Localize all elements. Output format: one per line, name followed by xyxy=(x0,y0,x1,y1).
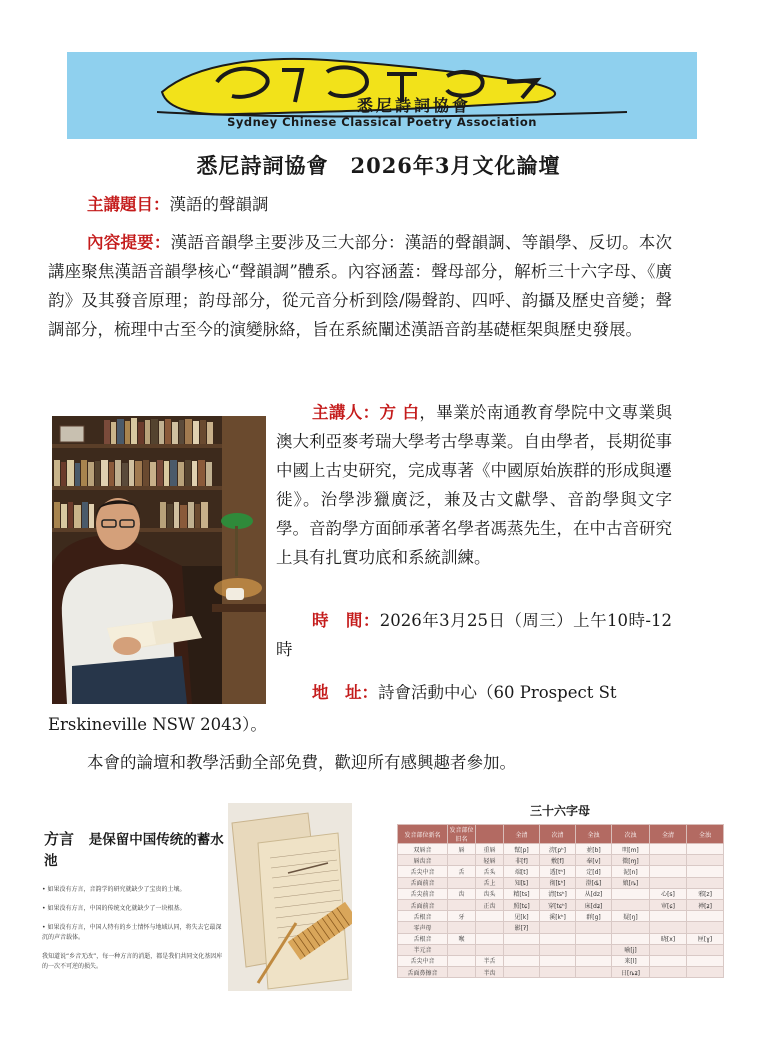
table-cell: 幫[p] xyxy=(504,844,540,855)
content-summary xyxy=(48,228,672,344)
table-cell: 轻唇 xyxy=(476,855,504,866)
table-cell: 知[ȶ] xyxy=(504,877,540,888)
table-cell: 舌尖中音 xyxy=(398,866,448,877)
table-row xyxy=(398,877,724,888)
table-cell xyxy=(448,877,476,888)
table-cell xyxy=(448,899,476,910)
table-cell: 零声母 xyxy=(398,922,448,933)
table-header-cell: 次浊 xyxy=(612,825,650,844)
table-header-cell: 发音部位旧名 xyxy=(448,825,476,844)
table-cell xyxy=(687,911,724,922)
table-cell xyxy=(687,877,724,888)
table-header-cell: 发音部位新名 xyxy=(398,825,448,844)
table-cell xyxy=(576,922,612,933)
table-row xyxy=(398,944,724,955)
banner-english-name: Sydney Chinese Classical Poetry Association xyxy=(227,115,537,129)
table-cell xyxy=(650,911,687,922)
table-header-cell: 全清 xyxy=(504,825,540,844)
initials-table xyxy=(397,824,724,978)
table-cell xyxy=(687,967,724,978)
table-cell: 奉[v] xyxy=(576,855,612,866)
table-cell xyxy=(540,955,576,966)
table-cell: 半元音 xyxy=(398,944,448,955)
table-cell xyxy=(650,866,687,877)
table-cell: 齿 xyxy=(448,888,476,899)
table-cell: 娘[ȵ] xyxy=(612,877,650,888)
table-cell: 齿头 xyxy=(476,888,504,899)
table-cell: 舌 xyxy=(448,866,476,877)
speaker-photo xyxy=(52,416,266,704)
table-cell: 舌上 xyxy=(476,877,504,888)
address-line1: 詩會活動中心（60 Prospect St xyxy=(378,683,617,702)
table-cell xyxy=(650,944,687,955)
table-cell: 床[dʑ] xyxy=(576,899,612,910)
table-cell: 舌尖前音 xyxy=(398,888,448,899)
table-cell xyxy=(612,888,650,899)
table-cell: 重唇 xyxy=(476,844,504,855)
table-cell xyxy=(687,922,724,933)
dialect-note: 我知道说“乡音无改”，每一种方言的消逝，都是我们共同文化基因库的一次不可逆的损失。 xyxy=(42,953,223,970)
table-cell xyxy=(687,944,724,955)
table-cell xyxy=(504,944,540,955)
table-cell: 半齿 xyxy=(476,967,504,978)
table-cell xyxy=(476,922,504,933)
table-cell: 滂[pʰ] xyxy=(540,844,576,855)
table-cell xyxy=(650,877,687,888)
table-cell: 心[s] xyxy=(650,888,687,899)
table-cell xyxy=(448,855,476,866)
table-cell xyxy=(448,967,476,978)
table-cell xyxy=(687,955,724,966)
content-text: 漢語音韻學主要涉及三大部分：漢語的聲韻調、等韻學、反切。本次講座聚焦漢語音韻學核心“聲韻調”體系。內容涵蓋：聲母部分，解析三十六字母、《廣韵》及其發音原理；韵母部分，從元音分析到陰/陽聲韵、四呼、韵攝及歷史音變；聲調部分，梳理中古至今的演變脉絡，旨在系統闡述漢語音韵基礎框架與歷史發展。 xyxy=(48,233,673,339)
topic-text: 漢語的聲韻調 xyxy=(169,195,269,214)
table-cell xyxy=(540,967,576,978)
table-cell: 牙 xyxy=(448,911,476,922)
table-header-row xyxy=(398,825,724,844)
table-cell: 喉 xyxy=(448,933,476,944)
table-cell: 见[k] xyxy=(504,911,540,922)
table-row xyxy=(398,866,724,877)
table-cell xyxy=(612,933,650,944)
table-cell: 晓[x] xyxy=(650,933,687,944)
table-cell: 舌根音 xyxy=(398,911,448,922)
table-cell xyxy=(448,944,476,955)
table-cell xyxy=(576,967,612,978)
table-row xyxy=(398,955,724,966)
content-label: 內容提要： xyxy=(87,233,171,252)
table-cell: 穿[tɕʰ] xyxy=(540,899,576,910)
event-time xyxy=(276,606,672,664)
table-row xyxy=(398,967,724,978)
table-cell: 舌头 xyxy=(476,866,504,877)
table-cell: 澄[ȡ] xyxy=(576,877,612,888)
table-cell xyxy=(576,933,612,944)
table-row xyxy=(398,855,724,866)
table-cell: 来[l] xyxy=(612,955,650,966)
table-cell xyxy=(612,922,650,933)
table-header-cell xyxy=(476,825,504,844)
table-cell xyxy=(476,911,504,922)
initials-table-panel xyxy=(397,800,723,986)
event-address xyxy=(276,678,672,707)
table-cell: 舌根音 xyxy=(398,933,448,944)
closing-note: 本會的論壇和教學活動全部免費，歡迎所有感興趣者參加。 xyxy=(87,753,516,772)
table-cell: 端[t] xyxy=(504,866,540,877)
table-cell xyxy=(650,967,687,978)
table-cell xyxy=(612,899,650,910)
table-cell: 半舌 xyxy=(476,955,504,966)
table-row xyxy=(398,933,724,944)
table-cell: 溪[kʰ] xyxy=(540,911,576,922)
table-cell: 禅[ʑ] xyxy=(687,899,724,910)
dialect-bullet: • 如果没有方言，中国人特有的乡土情怀与地域认同，将失去它最深沉的声音载体。 xyxy=(42,924,222,941)
table-cell: 唇 xyxy=(448,844,476,855)
table-cell: 匣[ɣ] xyxy=(687,933,724,944)
dialect-bullets xyxy=(42,885,226,943)
table-cell xyxy=(687,855,724,866)
table-cell xyxy=(540,922,576,933)
table-cell: 审[ɕ] xyxy=(650,899,687,910)
table-cell: 彻[ȶʰ] xyxy=(540,877,576,888)
table-row xyxy=(398,844,724,855)
table-cell: 喻[j] xyxy=(612,944,650,955)
table-header-cell: 全清 xyxy=(650,825,687,844)
table-cell xyxy=(476,944,504,955)
table-row xyxy=(398,888,724,899)
association-banner xyxy=(67,52,697,139)
table-cell: 正齿 xyxy=(476,899,504,910)
topic-line xyxy=(87,190,269,219)
table-row xyxy=(398,911,724,922)
table-cell xyxy=(650,955,687,966)
table-cell: 双唇音 xyxy=(398,844,448,855)
table-cell xyxy=(448,922,476,933)
table-cell: 照[tɕ] xyxy=(504,899,540,910)
table-header-cell: 全浊 xyxy=(687,825,724,844)
table-cell xyxy=(650,844,687,855)
table-cell: 精[ts] xyxy=(504,888,540,899)
table-cell: 清[tsʰ] xyxy=(540,888,576,899)
table-cell: 舌尖中音 xyxy=(398,955,448,966)
table-row xyxy=(398,922,724,933)
manuscript-image xyxy=(228,803,352,991)
table-cell xyxy=(540,944,576,955)
table-cell: 唇齿音 xyxy=(398,855,448,866)
table-cell: 邪[z] xyxy=(687,888,724,899)
page-title: 悉尼詩詞協會 2026年3月文化論壇 xyxy=(196,153,561,178)
speaker-label: 主講人：方 白 xyxy=(312,403,420,422)
address-label: 地 址： xyxy=(312,683,378,702)
table-cell: 透[tʰ] xyxy=(540,866,576,877)
table-cell: 疑[ŋ] xyxy=(612,911,650,922)
table-cell: 日[ȵʑ] xyxy=(612,967,650,978)
table-cell xyxy=(504,967,540,978)
table-cell xyxy=(476,933,504,944)
table-header-cell: 次清 xyxy=(540,825,576,844)
table-cell: 舌面鼻擦音 xyxy=(398,967,448,978)
table-cell: 泥[n] xyxy=(612,866,650,877)
table-cell: 敷[f] xyxy=(540,855,576,866)
table-cell xyxy=(540,933,576,944)
speaker-bio xyxy=(276,398,672,572)
table-cell: 非[f] xyxy=(504,855,540,866)
dialect-title-rest: 是保留中国传统的蓄水池 xyxy=(44,832,224,869)
dialect-bullet: • 如果没有方言，中国的传统文化就缺少了一块根基。 xyxy=(42,905,186,912)
table-cell: 並[b] xyxy=(576,844,612,855)
dialect-panel xyxy=(36,808,226,983)
table-cell xyxy=(576,955,612,966)
speaker-text: ，畢業於南通教育學院中文專業與澳大利亞麥考瑞大學考古學專業。自由學者，長期從事中國上古史研究，完成專著《中國原始族群的形成與遷徙》。治學涉獵廣泛，兼及古文獻學、音韵學與文字學。音韵學方面師承著名學者馮蒸先生，在中古音研究上具有扎實功底和系統訓練。 xyxy=(276,403,672,567)
table-cell: 影[ʔ] xyxy=(504,922,540,933)
table-cell xyxy=(448,955,476,966)
table-cell xyxy=(687,866,724,877)
time-text: 2026年3月25日（周三）上午10時-12時 xyxy=(276,611,672,659)
dialect-panel-title xyxy=(44,828,226,869)
dialect-bullet: • 如果没有方言，音韵学的研究就缺少了宝贵的土壤。 xyxy=(42,886,186,893)
dialect-title-main: 方言 xyxy=(44,830,75,848)
table-cell: 明[m] xyxy=(612,844,650,855)
time-label: 時 間： xyxy=(312,611,380,630)
address-line2: Erskineville NSW 2043）。 xyxy=(48,715,267,734)
table-cell: 舌面前音 xyxy=(398,899,448,910)
table-cell xyxy=(504,955,540,966)
table-cell xyxy=(687,844,724,855)
table-cell: 微[ɱ] xyxy=(612,855,650,866)
table-cell xyxy=(576,944,612,955)
table-header-cell: 全浊 xyxy=(576,825,612,844)
table-cell: 群[g] xyxy=(576,911,612,922)
table-cell xyxy=(650,855,687,866)
banner-chinese-name: 悉尼詩詞協會 xyxy=(357,96,472,115)
table-cell xyxy=(650,922,687,933)
topic-label: 主講題目： xyxy=(87,195,170,214)
table-cell: 定[d] xyxy=(576,866,612,877)
initials-table-title: 三十六字母 xyxy=(529,804,590,818)
table-cell: 从[dz] xyxy=(576,888,612,899)
table-cell xyxy=(504,933,540,944)
table-cell: 舌面前音 xyxy=(398,877,448,888)
table-row xyxy=(398,899,724,910)
